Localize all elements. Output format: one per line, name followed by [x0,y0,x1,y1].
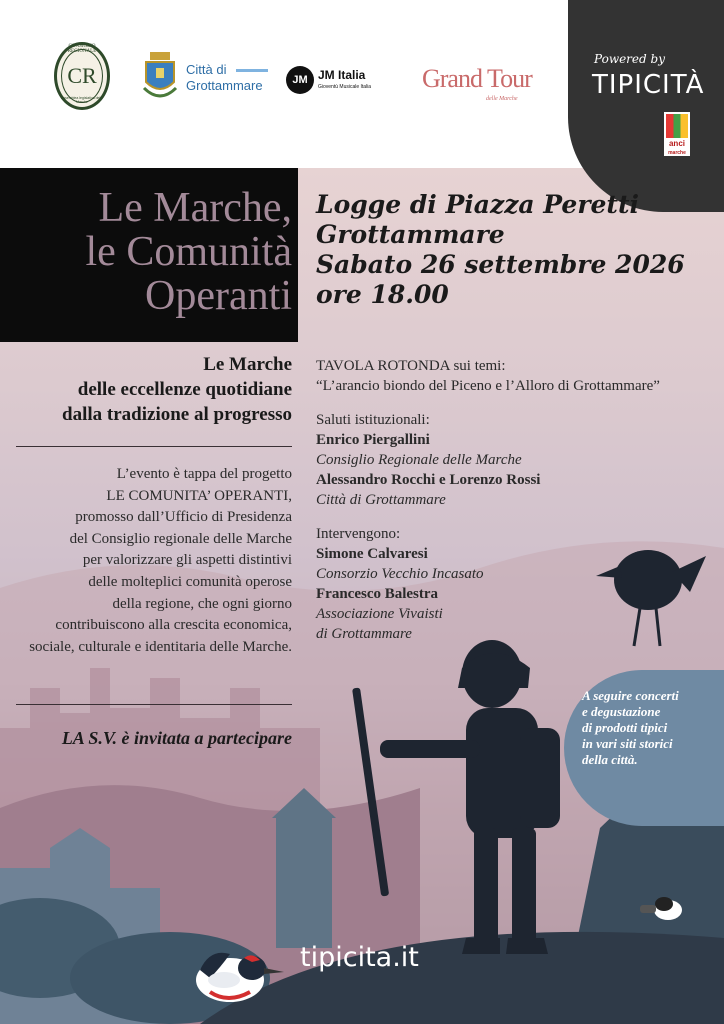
info-bubble-text [582,688,679,768]
saluti-org1: Consiglio Regionale delle Marche [316,452,522,468]
anci-sub: marche [668,150,686,156]
jm-italia-title: JM Italia [318,68,366,82]
desc-line: delle molteplici comunità operose [88,573,292,590]
title-line2: le Comunità [85,229,292,275]
citta-grottammare-logo [186,62,263,94]
bubble-line: di prodotti tipici [582,720,668,735]
grand-tour-logo: Grand Tour [422,64,532,93]
citta-line1: Città di [186,62,227,77]
interv-name2: Francesco Balestra [316,586,439,602]
seal-subcaption: Assemblea legislativa delle Marche [60,96,104,104]
project-description [29,464,292,658]
program-details [316,356,660,644]
jm-italia-icon: JM [286,66,314,94]
desc-line: della regione, che ogni giorno [112,595,292,612]
divider [16,704,292,705]
seal-caption: CONSIGLIO REGIONALE [67,44,97,54]
bubble-line: della città. [582,752,638,767]
event-date: Sabato 26 settembre 2026 [316,250,685,279]
event-place: Logge di Piazza Peretti [316,190,639,219]
bubble-line: in vari siti storici [582,736,673,751]
desc-line: contribuiscono alla crescita economica, [55,617,292,634]
saluti-name2: Alessandro Rocchi e Lorenzo Rossi [316,472,541,488]
tower [276,818,332,948]
citta-accent-bar [236,69,268,72]
invitation-line: LA S.V. è invitata a partecipare [61,728,292,748]
desc-line: per valorizzare gli aspetti distintivi [82,552,292,569]
interv-name1: Simone Calvaresi [316,546,428,562]
subhead-line2: delle eccellenze quotidiane [77,379,292,400]
grand-tour-sub: delle Marche [486,96,518,102]
bubble-line: e degustazione [582,704,661,719]
interv-org2a: Associazione Vivaisti [316,606,443,622]
tipicita-logo: TIPICITÀ [592,70,705,100]
woodpecker-icon [180,934,290,1014]
desc-line: promosso dall’Ufficio di Presidenza [75,509,292,526]
tipicita-badge [568,0,724,212]
desc-line: del Consiglio regionale delle Marche [69,530,292,547]
title-line3: Operanti [145,273,292,319]
anci-label: anci [668,139,685,148]
interv-org1: Consorzio Vecchio Incasato [316,566,484,582]
event-when [316,190,685,310]
subheading [62,352,292,427]
subhead-line1: Le Marche [203,354,292,375]
saluti-name1: Enrico Piergallini [316,432,430,448]
jm-italia-sub: Gioventù Musicale Italia [318,84,372,90]
title-line1: Le Marche, [98,185,292,231]
desc-line: LE COMUNITA’ OPERANTI, [106,487,292,504]
city-crest-icon [142,48,178,104]
desc-line: L’evento è tappa del progetto [116,466,292,482]
powered-by-label: Powered by [594,52,665,66]
event-title [0,186,292,318]
saluti-org2: Città di Grottammare [316,492,446,508]
website-link[interactable]: tipicita.it [300,942,419,973]
saluti-label: Saluti istituzionali: [316,412,430,428]
tavola-topic: “L’arancio biondo del Piceno e l’Alloro di Grottammare” [316,378,660,394]
tavola-rest: sui temi: [449,358,506,374]
desc-line: sociale, culturale e identitaria delle Marche. [29,638,292,655]
citta-line2: Grottammare [186,78,263,93]
subhead-line3: dalla tradizione al progresso [62,404,292,425]
event-city: Grottammare [316,220,505,249]
seal-monogram: CR [61,49,103,103]
anci-marche-logo [664,112,690,156]
anci-flag-icon [666,114,688,138]
intervengono-label: Intervengono: [316,526,401,542]
divider [16,446,292,447]
event-time: ore 18.00 [316,280,449,309]
interv-org2b: di Grottammare [316,626,412,642]
bubble-line: A seguire concerti [582,688,679,703]
tavola-label: TAVOLA ROTONDA [316,358,450,374]
